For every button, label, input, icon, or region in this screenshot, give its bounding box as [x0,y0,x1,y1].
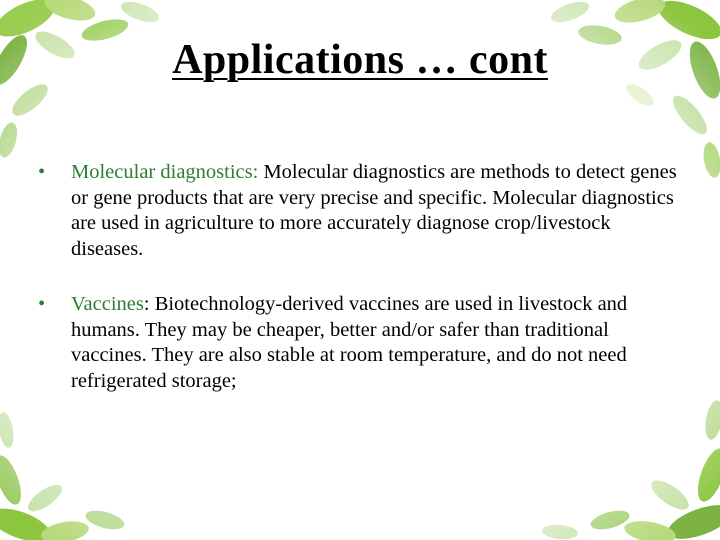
bullet-item-vaccines [38,292,678,394]
bullet-term-separator: : [143,293,150,315]
bullet-marker: • [38,293,46,315]
bullet-term: Molecular diagnostics: [71,161,259,183]
bullet-text: Molecular diagnostics are methods to detect genes or gene products that are very precise and specific. Molecular diagnostics are used in agriculture to more accurately diagnose crop/livestock diseases. [71,161,677,260]
bullet-list [38,160,678,424]
slide-title: Applications … cont [172,37,548,83]
bullet-term: Vaccines [71,293,144,315]
bullet-marker: • [38,161,46,183]
bullet-text: Biotechnology-derived vaccines are used in livestock and humans. They may be cheaper, better and/or safer than traditional vaccines. They are also stable at room temperature, and do not need refrigerated storage; [71,293,628,392]
bullet-item-molecular-diagnostics [38,160,678,262]
